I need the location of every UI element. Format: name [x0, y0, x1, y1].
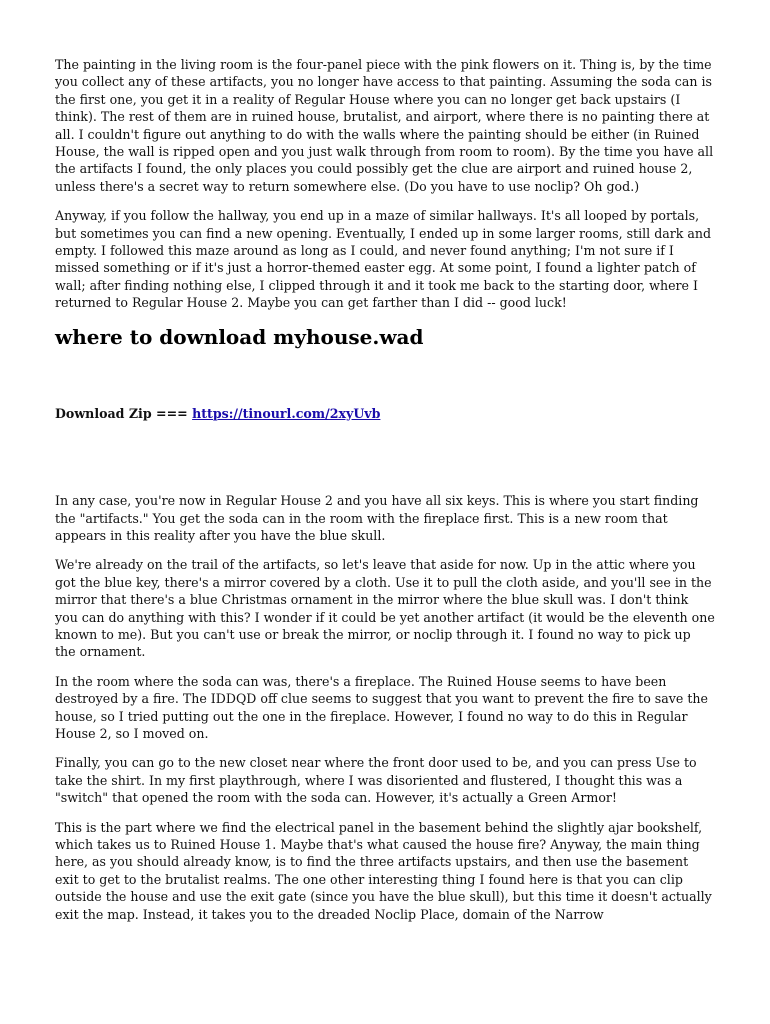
body-paragraph-2: We're already on the trail of the artifacts, so let's leave that aside for now. Up in the attic where you got the blue key, there's a mirror covered by a cloth. Use it to pull the cloth aside, and you'll see in the mirror that there's a blue Christmas ornament in the mirror where the blue skull was. I don't think you can do anything with this? I wonder if it could be yet another artifact (it would be the eleventh one known to me). But you can't use or break the mirror, or noclip through it. I found no way to pick up the ornament. — [55, 557, 715, 660]
download-label: Download Zip === — [55, 405, 188, 421]
intro-paragraph-1: The painting in the living room is the four-panel piece with the pink flowers on it. Thing is, by the time you collect any of these artifacts, you no longer have access to that painting. Assuming the soda can is the first one, you get it in a reality of Regular House where you can no longer get back upstairs (I think). The rest of them are in ruined house, brutalist, and airport, where there is no painting there at all. I couldn't figure out anything to do with the walls where the painting should be either (in Ruined House, the wall is ripped open and you just walk through from room to room). By the time you have all the artifacts I found, the only places you could possibly get the clue are airport and ruined house 2, unless there's a secret way to return somewhere else. (Do you have to use noclip? Oh god.) — [55, 57, 714, 194]
download-line — [55, 405, 715, 422]
body-paragraph-5: This is the part where we find the electrical panel in the basement behind the slightly ajar bookshelf, which takes us to Ruined House 1. Maybe that's what caused the house fire? Anyway, the main thing here, as you should already know, is to find the three artifacts upstairs, and then use the basement exit to get to the brutalist realms. The one other interesting thing I found here is that you can clip outside the house and use the exit gate (since you have the blue skull), but this time it doesn't actually exit the map. Instead, it takes you to the dreaded Noclip Place, domain of the Narrow — [55, 819, 712, 922]
section-heading: where to download myhouse.wad — [55, 324, 424, 349]
document-page — [55, 56, 715, 935]
body-paragraph-4: Finally, you can go to the new closet near where the front door used to be, and you can press Use to take the shirt. In my first playthrough, where I was disoriented and flustered, I thought this was a "switch" that opened the room with the soda can. However, it's actually a Green Armor! — [55, 755, 697, 806]
article-body — [55, 492, 715, 923]
body-paragraph-3: In the room where the soda can was, there's a fireplace. The Ruined House seems to have been destroyed by a fire. The IDDQD off clue seems to suggest that you want to prevent the fire to save the house, so I tried putting out the one in the fireplace. However, I found no way to do this in Regular House 2, so I moved on. — [55, 673, 708, 741]
intro-paragraph-2: Anyway, if you follow the hallway, you end up in a maze of similar hallways. It's all looped by portals, but sometimes you can find a new opening. Eventually, I ended up in some larger rooms, still dark and empty. I followed this maze around as long as I could, and never found anything; I'm not sure if I missed something or if it's just a horror-themed easter egg. At some point, I found a lighter patch of wall; after finding nothing else, I clipped through it and it took me back to the starting door, where I returned to Regular House 2. Maybe you can get farther than I did -- good luck! — [55, 208, 712, 311]
download-link[interactable]: https://tinourl.com/2xyUvb — [192, 405, 381, 421]
body-paragraph-1: In any case, you're now in Regular House 2 and you have all six keys. This is where you start finding the "artifacts." You get the soda can in the room with the fireplace first. This is a new room that appears in this reality after you have the blue skull. — [55, 493, 699, 543]
